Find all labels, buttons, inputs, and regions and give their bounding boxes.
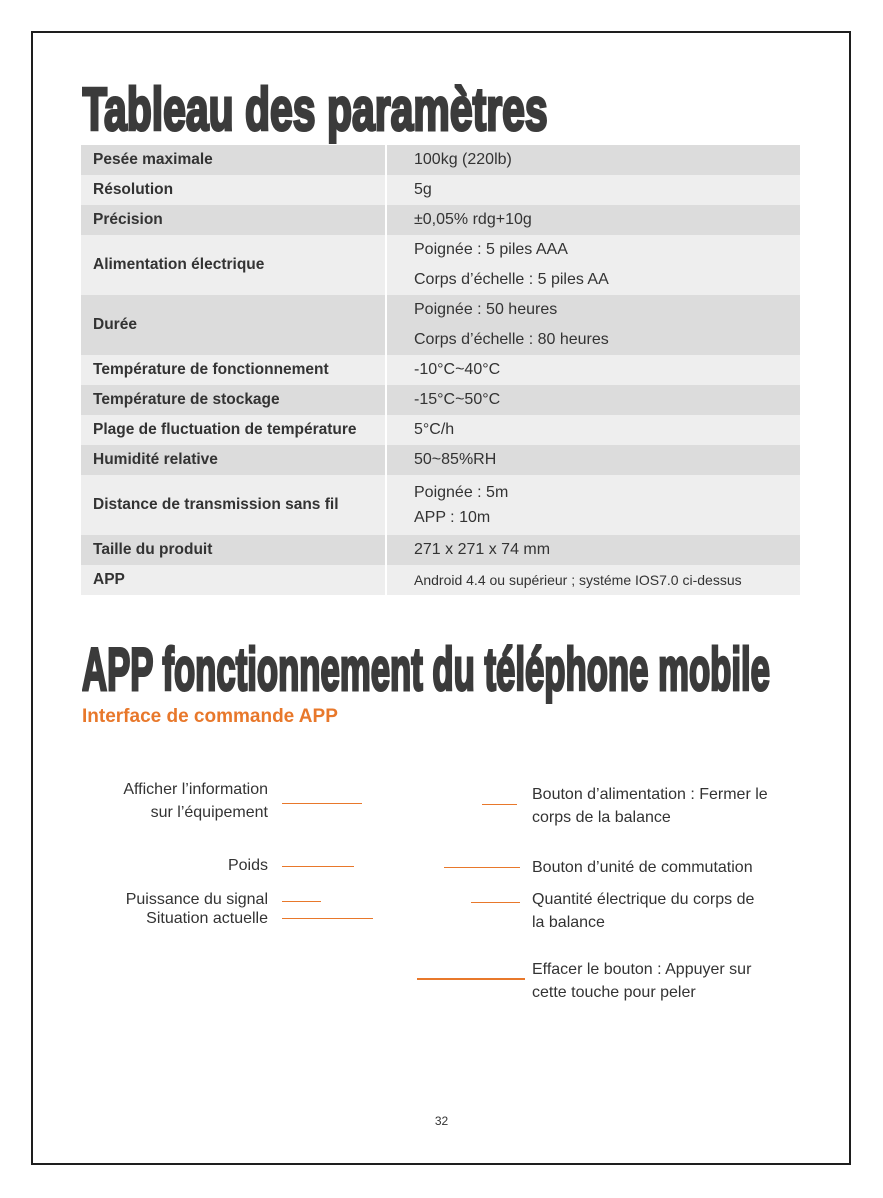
table-row — [81, 535, 800, 565]
callout-unit-switch-button — [532, 856, 753, 879]
table-row — [81, 355, 800, 385]
param-value — [387, 235, 800, 295]
param-label: Distance de transmission sans fil — [81, 475, 387, 535]
callout-line: Bouton d’alimentation : Fermer le — [532, 786, 768, 803]
callout-leader-line — [471, 902, 520, 903]
callout-scale-battery — [532, 888, 754, 934]
parameters-title-box — [82, 72, 842, 156]
table-row — [81, 235, 800, 295]
param-label: APP — [81, 565, 387, 595]
param-value — [387, 295, 800, 355]
param-value-line: 100kg (220lb) — [414, 151, 512, 168]
callout-leader-line — [482, 804, 517, 805]
param-value-line: Poignée : 5m — [414, 484, 509, 501]
table-row — [81, 295, 800, 355]
table-row — [81, 475, 800, 535]
param-value-line: -10°C~40°C — [414, 361, 501, 378]
param-value — [387, 355, 800, 385]
callout-leader-line — [282, 901, 321, 902]
param-value — [387, 205, 800, 235]
table-row — [81, 205, 800, 235]
callout-weight — [40, 854, 268, 877]
callout-tare-button — [532, 958, 751, 1004]
callout-line: cette touche pour peler — [532, 984, 696, 1001]
callout-power-button — [532, 783, 768, 829]
table-row — [81, 565, 800, 595]
table-row — [81, 145, 800, 175]
callout-line: Afficher l’information — [123, 781, 268, 798]
param-label: Humidité relative — [81, 445, 387, 475]
param-label: Température de stockage — [81, 385, 387, 415]
callout-current-status — [40, 907, 268, 930]
callout-leader-line — [417, 978, 525, 980]
app-section-title-box — [82, 632, 842, 716]
param-value — [387, 445, 800, 475]
callout-line: Poids — [227, 857, 268, 874]
param-value — [387, 535, 800, 565]
callout-leader-line — [282, 803, 362, 804]
param-label: Durée — [81, 295, 387, 355]
callout-line: corps de la balance — [532, 809, 671, 826]
param-value-line: ±0,05% rdg+10g — [414, 211, 532, 228]
callout-line: Situation actuelle — [146, 910, 268, 927]
param-value — [387, 415, 800, 445]
table-row — [81, 385, 800, 415]
param-value — [387, 385, 800, 415]
param-value — [387, 475, 800, 535]
page-number: 32 — [434, 1114, 449, 1128]
param-value — [387, 175, 800, 205]
param-value — [387, 565, 800, 595]
callout-line: Effacer le bouton : Appuyer sur — [532, 961, 752, 978]
callout-leader-line — [444, 867, 520, 868]
callout-line: sur l’équipement — [150, 804, 268, 821]
param-value-line: Poignée : 5 piles AAA — [414, 241, 568, 258]
parameters-title: Tableau des paramètres — [82, 76, 548, 143]
param-label: Plage de fluctuation de température — [81, 415, 387, 445]
param-label: Résolution — [81, 175, 387, 205]
app-interface-subtitle: Interface de commande APP — [82, 706, 338, 727]
callout-device-info — [40, 778, 268, 824]
table-row — [81, 175, 800, 205]
param-value-line: -15°C~50°C — [414, 391, 501, 408]
callout-line: la balance — [532, 914, 605, 931]
callout-leader-line — [282, 918, 373, 919]
param-value-line: 5°C/h — [414, 421, 455, 438]
param-value-line: 5g — [414, 181, 432, 198]
param-value-line: Corps d’échelle : 5 piles AA — [414, 271, 609, 288]
app-section-title: APP fonctionnement du téléphone mobile — [82, 636, 770, 703]
param-label: Température de fonctionnement — [81, 355, 387, 385]
callout-leader-line — [282, 866, 354, 867]
param-value-line: 271 x 271 x 74 mm — [414, 541, 551, 558]
param-label: Pesée maximale — [81, 145, 387, 175]
callout-line: Quantité électrique du corps de — [532, 891, 755, 908]
param-label: Précision — [81, 205, 387, 235]
callout-line: Bouton d’unité de commutation — [532, 859, 753, 876]
param-label: Taille du produit — [81, 535, 387, 565]
param-value — [387, 145, 800, 175]
callout-line: Puissance du signal — [125, 891, 268, 908]
param-value-line: APP : 10m — [414, 509, 491, 526]
parameters-table — [81, 145, 800, 595]
table-row — [81, 445, 800, 475]
param-value-line: Corps d’échelle : 80 heures — [414, 331, 609, 348]
param-label: Alimentation électrique — [81, 235, 387, 295]
param-value-line: Poignée : 50 heures — [414, 301, 558, 318]
table-row — [81, 415, 800, 445]
param-value-line: 50~85%RH — [414, 451, 497, 468]
param-value-line: Android 4.4 ou supérieur ; systéme IOS7.0 ci-dessus — [414, 572, 742, 588]
